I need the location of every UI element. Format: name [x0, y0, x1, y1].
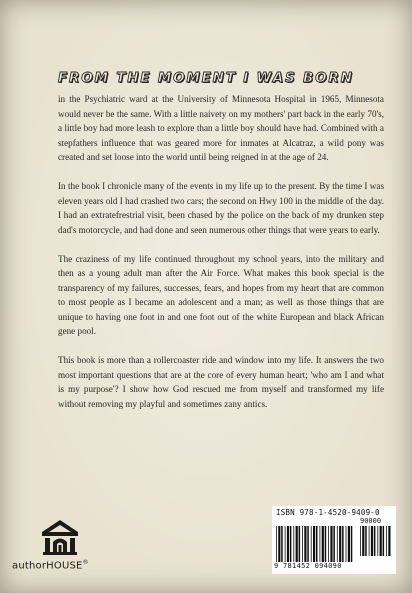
headline: FROM THE MOMENT I WAS BORN: [58, 70, 354, 86]
authorhouse-logo-icon: [40, 518, 80, 556]
publisher-logo: [12, 518, 112, 578]
price-code: 90000: [360, 517, 382, 525]
publisher-name: authorHOUSE®: [12, 559, 89, 572]
blurb-paragraph-3: The craziness of my life continued throughout my school years, into the military and then as a young adult man after the Air Force. What makes this book special is the transparency of my failures, successes, fears, and hopes from my heart that are common to most people as I became an adolescent and a man; as well as those things that are unique to having one foot in and one foot out of the white European and black African gene pool.: [58, 253, 384, 336]
blurb-paragraph-2: In the book I chronicle many of the events in my life up to the present. By the time I was eleven years old I had crashed two cars; the second on Hwy 100 in the middle of the day. I had an extratefrestrial visit, been chased by the police on the back of my drunken step dad's motorcycle, and had done and seen numerous other things that were years to early.: [58, 181, 384, 235]
blurb: [58, 92, 384, 426]
blurb-paragraph-1: in the Psychiatric ward at the University of Minnesota Hospital in 1965, Minnesota would never be the same. With a little naivety on my mothers' part back in the early 70's, a little boy had more leash to explore than a little boy should have had. Combined with a stepfathers influence that was geared more for inmates at Alcatraz, a wild pony was created and set loose into the world until being reigned in at the age of 24.: [58, 94, 384, 162]
isbn-barcode: [272, 506, 396, 574]
isbn-number: ISBN 978-1-4520-9409-0: [276, 508, 380, 517]
addon-barcode-bars: [360, 526, 392, 556]
barcode-digits: 9 781452 094090: [274, 562, 342, 570]
blurb-paragraph-4: This book is more than a rollercoaster ride and window into my life. It answers the two most important questions that are at the core of every human heart; 'who am I and what is my purpose'? I show how God rescued me from myself and transformed my life without removing my playful and sometimes zany antics.: [58, 355, 384, 409]
barcode-bars: [276, 526, 356, 562]
